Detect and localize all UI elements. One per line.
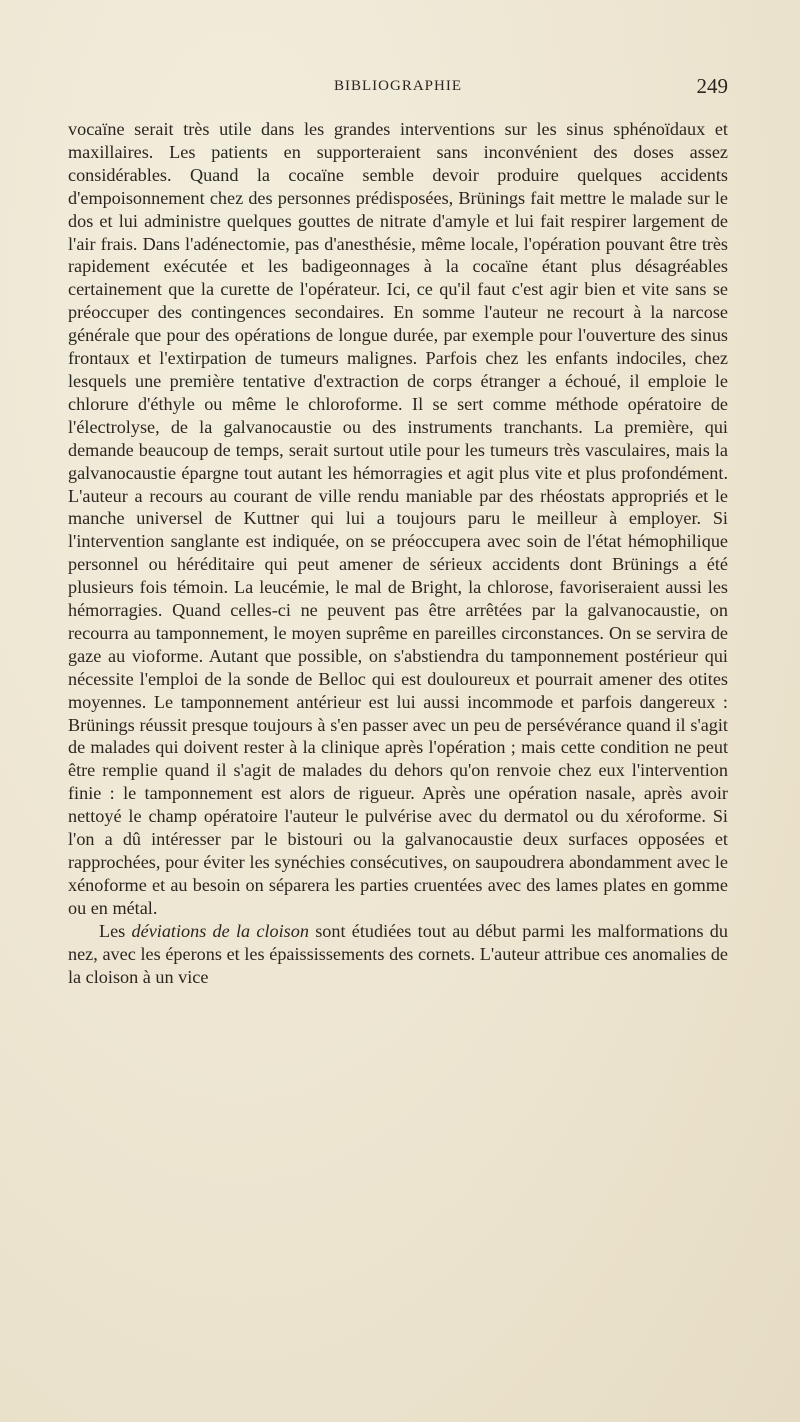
paragraph-text: sont étudiées tout au début parmi les malformations du nez, avec les éperons et les épaississements des cornets. L'auteur attribue ces anomalies de la cloison à un vice	[68, 920, 728, 987]
paragraph	[68, 920, 728, 989]
running-head-title: BIBLIOGRAPHIE	[334, 78, 462, 94]
paragraph-lead: Les	[99, 920, 132, 941]
body-text	[68, 118, 728, 988]
emphasized-term: déviations de la cloison	[131, 920, 309, 941]
paragraph: vocaïne serait très utile dans les grandes interventions sur les sinus sphénoïdaux et maxillaires. Les patients en supporteraient sans inconvénient des doses assez considérables. Quand la cocaïne semble devoir produire quelques accidents d'empoisonnement chez des personnes prédisposées, Brünings fait mettre le malade sur le dos et lui administre quelques gouttes de nitrate d'amyle et lui fait respirer largement de l'air frais. Dans l'adénectomie, pas d'anesthésie, même locale, l'opération pouvant être très rapidement exécutée et les badigeonnages à la cocaïne étant plus désagréables certainement que la curette de l'opérateur. Ici, ce qu'il faut c'est agir bien et vite sans se préoccuper des contingences secondaires. En somme l'auteur ne recourt à la narcose générale que pour des opérations de longue durée, par exemple pour l'ouverture des sinus frontaux et l'extirpation de tumeurs malignes. Parfois chez les enfants indociles, chez lesquels une première tentative d'extraction de corps étranger a échoué, il emploie le chlorure d'éthyle ou même le chloroforme. Il se sert comme méthode opératoire de l'électrolyse, de la galvanocaustie ou des instruments tranchants. La première, qui demande beaucoup de temps, serait surtout utile pour les tumeurs très vasculaires, mais la galvanocaustie épargne tout autant les hémorragies et agit plus vite et plus profondément. L'auteur a recours au courant de ville rendu maniable par des rhéostats appropriés et le manche universel de Kuttner qui lui a toujours paru le meilleur à employer. Si l'intervention sanglante est indiquée, on se préoccupera avec soin de l'état hémophilique personnel ou héréditaire qui peut amener de sérieux accidents dont Brünings a été plusieurs fois témoin. La leucémie, le mal de Bright, la chlorose, favoriseraient aussi les hémorragies. Quand celles-ci ne peuvent pas être arrêtées par la galvanocaustie, on recourra au tamponnement, le moyen suprême en pareilles circonstances. On se servira de gaze au vioforme. Autant que possible, on s'abstiendra du tamponnement postérieur qui nécessite l'emploi de la sonde de Belloc qui est douloureux et pourrait amener des otites moyennes. Le tamponnement antérieur est lui aussi incommode et parfois dangereux : Brünings réussit presque toujours à s'en passer avec un peu de persévérance quand il s'agit de malades qui doivent rester à la clinique après l'opération ; mais cette condition ne peut être remplie quand il s'agit de malades du dehors qu'on renvoie chez eux l'intervention finie : le tamponnement est alors de rigueur. Après une opération nasale, après avoir nettoyé le champ opératoire l'auteur le pulvérise avec du dermatol ou du xéroforme. Si l'on a dû intéresser par le bistouri ou la galvanocaustie deux surfaces opposées et rapprochées, pour éviter les synéchies consécutives, on saupoudrera abondamment avec le xénoforme et au besoin on séparera les parties cruentées avec des lames plates en gomme ou en métal.	[68, 119, 728, 918]
running-head	[68, 74, 728, 100]
page-number: 249	[696, 74, 728, 98]
